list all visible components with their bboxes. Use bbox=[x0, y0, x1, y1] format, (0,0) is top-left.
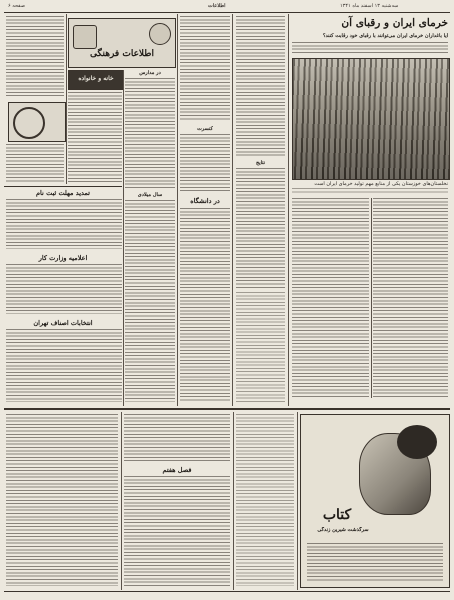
left-text-4 bbox=[6, 264, 122, 314]
emblem-icon bbox=[149, 23, 171, 45]
supplement-box bbox=[68, 70, 124, 90]
bottom-section-rule bbox=[4, 408, 450, 410]
bottom-mid-text-2 bbox=[124, 476, 230, 586]
bottom-divider-3 bbox=[297, 412, 298, 590]
col-c-text-1 bbox=[180, 16, 230, 121]
supplement-title: اطلاعات فرهنگی bbox=[90, 49, 154, 59]
col-c-text-2 bbox=[180, 134, 230, 192]
left-emblem bbox=[8, 102, 66, 142]
left-head-3: انتخابات اصناف تهران bbox=[33, 319, 93, 327]
photo-caption-extra bbox=[292, 188, 448, 194]
left-text-2 bbox=[6, 144, 64, 182]
col-e-text-3 bbox=[236, 292, 285, 402]
col-c-head: در دانشگاه bbox=[190, 197, 220, 205]
ad-title: کتاب bbox=[322, 507, 352, 523]
lead-subheadline: آیا باغداران خرمای ایران می‌توانند با رقبای خود رقابت کنند؟ bbox=[322, 33, 448, 39]
left-text-5 bbox=[6, 329, 122, 402]
mid-head-1: فصل هفتم bbox=[162, 466, 192, 474]
lead-body-col-left bbox=[292, 198, 369, 398]
col-e-head: نتایج bbox=[255, 160, 266, 166]
col-a-text-1 bbox=[125, 78, 175, 188]
lead-intro-text bbox=[292, 42, 448, 54]
left-section-rule bbox=[4, 186, 122, 187]
header-rule bbox=[4, 12, 450, 13]
col-d-head: کنسرت bbox=[197, 126, 213, 132]
bottom-left-text bbox=[6, 414, 118, 586]
bottom-mid-text-1 bbox=[124, 414, 230, 462]
left-text-1 bbox=[6, 16, 64, 98]
book-icon bbox=[73, 25, 97, 49]
bottom-rule bbox=[4, 591, 450, 592]
bottom-mid2-text bbox=[236, 414, 294, 586]
page-number: صفحه ۶ bbox=[8, 3, 25, 9]
divider-left bbox=[66, 14, 67, 184]
left-head-1: تمدید مهلت ثبت نام bbox=[36, 189, 90, 197]
col-e-text-1 bbox=[236, 16, 285, 156]
divider-mid-3 bbox=[123, 70, 124, 406]
photo-caption: نخلستان‌های خوزستان یکی از منابع مهم تولید خرمای ایران است bbox=[314, 181, 448, 187]
supplement-box-label: خانه و خانواده bbox=[78, 75, 114, 82]
left-text-3 bbox=[6, 199, 122, 249]
ad-body-text bbox=[307, 543, 443, 581]
date-palm-photo bbox=[292, 58, 450, 180]
left-head-2: اعلامیه وزارت کار bbox=[38, 254, 88, 262]
col-b-text bbox=[125, 200, 175, 402]
divider-lead-middle bbox=[288, 14, 289, 406]
lead-headline: خرمای ایران و رقبای آن bbox=[341, 17, 448, 29]
bottom-divider-2 bbox=[233, 412, 234, 590]
paper-name: اطلاعات bbox=[208, 3, 226, 9]
divider-mid-1 bbox=[232, 14, 233, 406]
bottom-divider-1 bbox=[121, 412, 122, 590]
illustration-hair bbox=[397, 425, 437, 459]
issue-date: سه‌شنبه ۱۳ اسفند ماه ۱۳۴۱ bbox=[340, 3, 399, 9]
seal-icon bbox=[13, 107, 45, 139]
col-b-head: سال میلادی bbox=[137, 192, 163, 198]
book-ad bbox=[300, 414, 450, 588]
col-c-text-3 bbox=[180, 208, 230, 402]
ad-subtitle: سرگذشت شیرین زندگی bbox=[317, 527, 369, 533]
supplement-logo bbox=[68, 18, 176, 68]
col-a-head: در مدارس bbox=[139, 70, 161, 76]
col-f-text-1 bbox=[68, 92, 122, 182]
divider-mid-2 bbox=[177, 14, 178, 406]
lead-col-divider bbox=[371, 198, 372, 398]
col-e-text-2 bbox=[236, 168, 285, 288]
lead-body-col-right bbox=[373, 198, 448, 398]
